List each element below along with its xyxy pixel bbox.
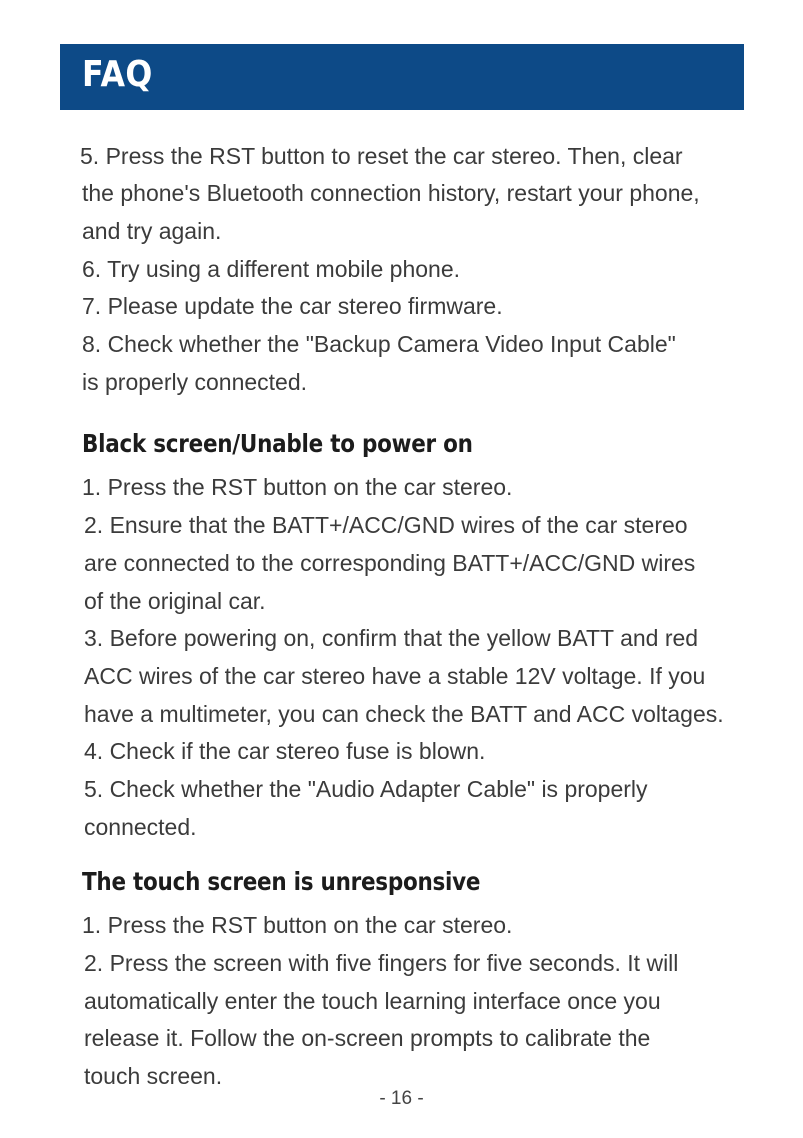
faq-line: the phone's Bluetooth connection history, restart your phone,	[82, 180, 700, 206]
section-heading-black-screen: Black screen/Unable to power on	[82, 429, 473, 458]
faq-line: is properly connected.	[82, 369, 308, 395]
faq-line: 2. Press the screen with five fingers for five seconds. It will	[84, 950, 679, 976]
faq-line: 2. Ensure that the BATT+/ACC/GND wires of the car stereo	[84, 512, 688, 538]
faq-line: automatically enter the touch learning interface once you	[84, 988, 661, 1014]
faq-line: 6. Try using a different mobile phone.	[82, 256, 461, 282]
faq-line: 1. Press the RST button on the car stereo.	[82, 912, 513, 938]
faq-line: 7. Please update the car stereo firmware.	[82, 293, 503, 319]
faq-line: have a multimeter, you can check the BATT and ACC voltages.	[84, 701, 724, 727]
faq-line: and try again.	[82, 218, 222, 244]
faq-line: 5. Press the RST button to reset the car stereo. Then, clear	[80, 143, 683, 169]
faq-header-banner	[60, 44, 744, 110]
faq-line: 4. Check if the car stereo fuse is blown.	[84, 738, 486, 764]
page-title: FAQ	[82, 54, 153, 95]
faq-line: of the original car.	[84, 588, 266, 614]
faq-line: 8. Check whether the "Backup Camera Video Input Cable"	[82, 331, 676, 357]
faq-line: 1. Press the RST button on the car stereo.	[82, 474, 513, 500]
section-heading-touch-screen: The touch screen is unresponsive	[82, 867, 481, 896]
faq-line: 3. Before powering on, confirm that the yellow BATT and red	[84, 625, 699, 651]
faq-line: touch screen.	[84, 1063, 223, 1089]
faq-line: are connected to the corresponding BATT+/ACC/GND wires	[84, 550, 696, 576]
page-number: - 16 -	[379, 1088, 424, 1109]
faq-line: connected.	[84, 814, 197, 840]
faq-line: release it. Follow the on-screen prompts to calibrate the	[84, 1025, 651, 1051]
faq-line: ACC wires of the car stereo have a stable 12V voltage. If you	[84, 663, 706, 689]
faq-line: 5. Check whether the "Audio Adapter Cable" is properly	[84, 776, 648, 802]
